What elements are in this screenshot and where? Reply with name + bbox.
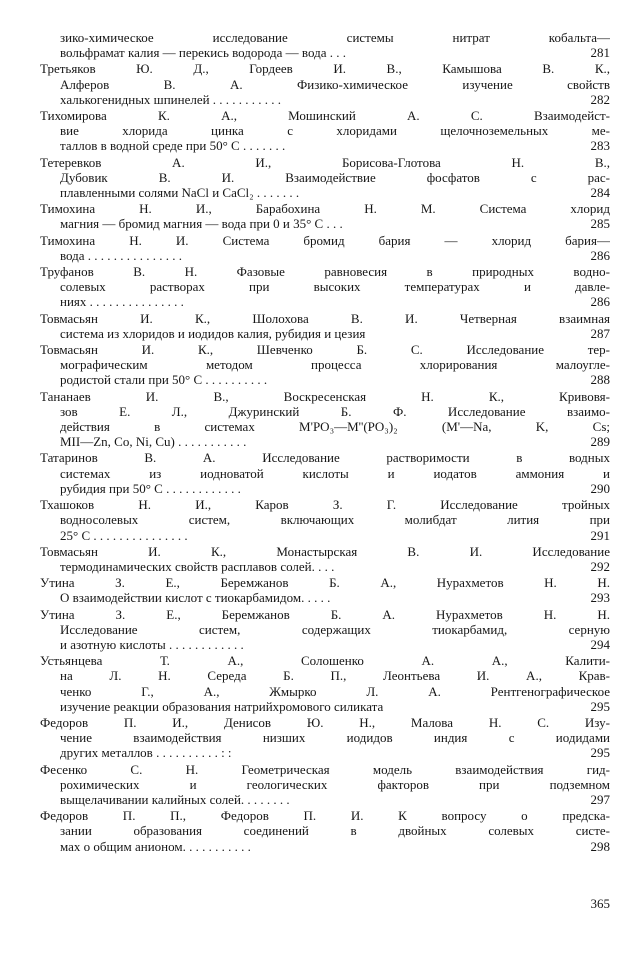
entry-line: Товмасьян И. К., Шевченко Б. С. Исследование тер- — [40, 342, 610, 358]
entry-line: и азотную кислоты . . . . . . . . . . . . — [60, 636, 244, 652]
entry-line: системах из иодноватой кислоты и иодатов аммония и — [60, 465, 610, 481]
entry-page-number: 295 — [590, 698, 610, 714]
index-entry — [36, 233, 610, 263]
entry-page-number: 289 — [590, 434, 610, 450]
index-entry — [36, 653, 610, 714]
entry-line: MII—Zn, Co, Ni, Cu) . . . . . . . . . . . — [60, 434, 247, 450]
index-entry — [36, 715, 610, 761]
entry-line: Тананаев И. В., Воскресенская Н. К., Кривовя- — [40, 388, 610, 404]
entry-page-number: 298 — [590, 838, 610, 854]
index-entry — [36, 61, 610, 107]
entry-line: ниях . . . . . . . . . . . . . . . — [60, 294, 184, 310]
entry-line: мах о общим анионом. . . . . . . . . . . — [60, 838, 251, 854]
entry-line: Третьяков Ю. Д., Гордеев И. В., Камышова В. К., — [40, 61, 610, 77]
entry-page-number: 285 — [590, 216, 610, 232]
index-entry — [36, 575, 610, 605]
page-number: 365 — [590, 896, 610, 911]
index-entry — [36, 155, 610, 201]
entry-line: вие хлорида цинка с хлоридами щелочноземельных ме- — [60, 123, 610, 139]
entry-line: Тхашоков Н. И., Каров З. Г. Исследование тройных — [40, 497, 610, 513]
entry-line: зов Е. Л., Джуринский Б. Ф. Исследование взаимо- — [60, 403, 610, 419]
entry-line: Тимохина Н. И. Система бромид бария — хлорид бария— — [40, 232, 610, 248]
entry-page-number: 287 — [590, 325, 610, 341]
index-entry — [36, 762, 610, 808]
entry-page-number: 282 — [590, 91, 610, 107]
entry-line: вольфрамат калия — перекись водорода — вода . . . — [60, 45, 346, 61]
entry-line: О взаимодействии кислот с тиокарбамидом. . . . . — [60, 590, 331, 606]
entry-line: Дубовик В. И. Взаимодействие фосфатов с рас- — [60, 169, 610, 185]
entry-line: чение взаимодействия низших иодидов индия с иодидами — [60, 730, 610, 746]
entry-line: зании образования соединений в двойных солевых систе- — [60, 823, 610, 839]
entry-line: родистой стали при 50° С . . . . . . . . . . — [60, 372, 268, 388]
entry-page-number: 283 — [590, 138, 610, 154]
index-entry — [36, 311, 610, 341]
entry-line: Тетеревков А. И., Борисова-Глотова Н. В., — [40, 154, 610, 170]
entry-page-number: 291 — [590, 527, 610, 543]
entry-line: солевых растворах при высоких температурах и давле- — [60, 279, 610, 295]
index-entry — [36, 544, 610, 574]
entry-line: зико-химическое исследование системы нитрат кобальта— — [60, 30, 610, 45]
entry-page-number: 293 — [590, 590, 610, 606]
entry-page-number: 286 — [590, 247, 610, 263]
index-entry — [36, 450, 610, 496]
index-entry — [36, 808, 610, 854]
entry-line: вода . . . . . . . . . . . . . . . — [60, 247, 183, 263]
entry-line: Исследование систем, содержащих тиокарбамид, серную — [60, 621, 610, 637]
entry-page-number: 292 — [590, 558, 610, 574]
entry-line: Товмасьян И. К., Монастырская В. И. Исследование — [40, 543, 610, 559]
entry-line: других металлов . . . . . . . . . . : : — [60, 745, 232, 761]
entry-line: Федоров П. И., Денисов Ю. Н., Малова Н. С. Изу- — [40, 714, 610, 730]
entry-line: магния — бромид магния — вода при 0 и 35° С . . . — [60, 216, 343, 232]
entry-line: ченко Г., А., Жмырко Л. А. Рентгенографическое — [60, 683, 610, 699]
entry-line: система из хлоридов и иодидов калия, рубидия и цезия — [60, 325, 366, 341]
entry-line: Фесенко С. Н. Геометрическая модель взаимодействия гид- — [40, 761, 610, 777]
entry-page-number: 294 — [590, 636, 610, 652]
entry-line: плавленными солями NaCl и CaCl₂ . . . . . . . — [60, 185, 300, 201]
index-entry — [36, 342, 610, 388]
index-entry — [36, 264, 610, 310]
entry-line: на Л. Н. Середа Б. П., Леонтьева И. А., Крав- — [60, 668, 610, 684]
entry-line: Тихомирова К. А., Мошинский А. С. Взаимодейст- — [40, 108, 610, 124]
index-entry — [36, 201, 610, 231]
entry-line: таллов в водной среде при 50° С . . . . . . . — [60, 138, 286, 154]
entry-line: Товмасьян И. К., Шолохова В. И. Четверная взаимная — [40, 310, 610, 326]
entry-line: Труфанов В. Н. Фазовые равновесия в природных водно- — [40, 264, 610, 280]
entry-line: термодинамических свойств расплавов солей. . . . — [60, 558, 335, 574]
entry-line: халькогенидных шпинелей . . . . . . . . . . . — [60, 91, 282, 107]
entry-line: Утина З. Е., Беремжанов Б. А. Нурахметов Н. Н. — [40, 606, 610, 622]
entry-page-number: 286 — [590, 294, 610, 310]
entry-page-number: 290 — [590, 480, 610, 496]
entry-page-number: 288 — [590, 372, 610, 388]
entry-line: Татаринов В. А. Исследование растворимости в водных — [40, 450, 610, 466]
entry-line: Федоров П. П., Федоров П. И. К вопросу о предска- — [40, 808, 610, 824]
entry-line: рохимических и геологических факторов при подземном — [60, 776, 610, 792]
entry-page-number: 284 — [590, 185, 610, 201]
index-entry — [36, 30, 610, 60]
entry-line: мографическим методом процесса хлорирования малоугле- — [60, 357, 610, 373]
entry-page-number: 281 — [590, 45, 610, 61]
entry-line: выщелачивании калийных солей. . . . . . . . — [60, 791, 290, 807]
index-entry — [36, 389, 610, 450]
index-entry — [36, 607, 610, 653]
index-entry — [36, 108, 610, 154]
entry-line: Утина З. Е., Беремжанов Б. А., Нурахметов Н. Н. — [40, 575, 610, 591]
index-entry — [36, 497, 610, 543]
entry-line: Устьянцева Т. А., Солошенко А. А., Калити- — [40, 653, 610, 669]
entry-line: действия в системах M'PO₃—M''(PO₃)₂ (M'—Na, K, Cs; — [60, 419, 610, 435]
entry-line: 25° С . . . . . . . . . . . . . . . — [60, 527, 188, 543]
index-entry-list — [36, 30, 610, 855]
entry-line: изучение реакции образования натрийхромового силиката — [60, 698, 384, 714]
entry-line: водносолевых систем, включающих молибдат лития при — [60, 512, 610, 528]
entry-line: рубидия при 50° С . . . . . . . . . . . . — [60, 480, 241, 496]
entry-line: Тимохина Н. И., Барабохина Н. М. Система хлорид — [40, 201, 610, 217]
entry-line: Алферов В. А. Физико-химическое изучение свойств — [60, 76, 610, 92]
entry-page-number: 295 — [590, 745, 610, 761]
entry-page-number: 297 — [590, 791, 610, 807]
